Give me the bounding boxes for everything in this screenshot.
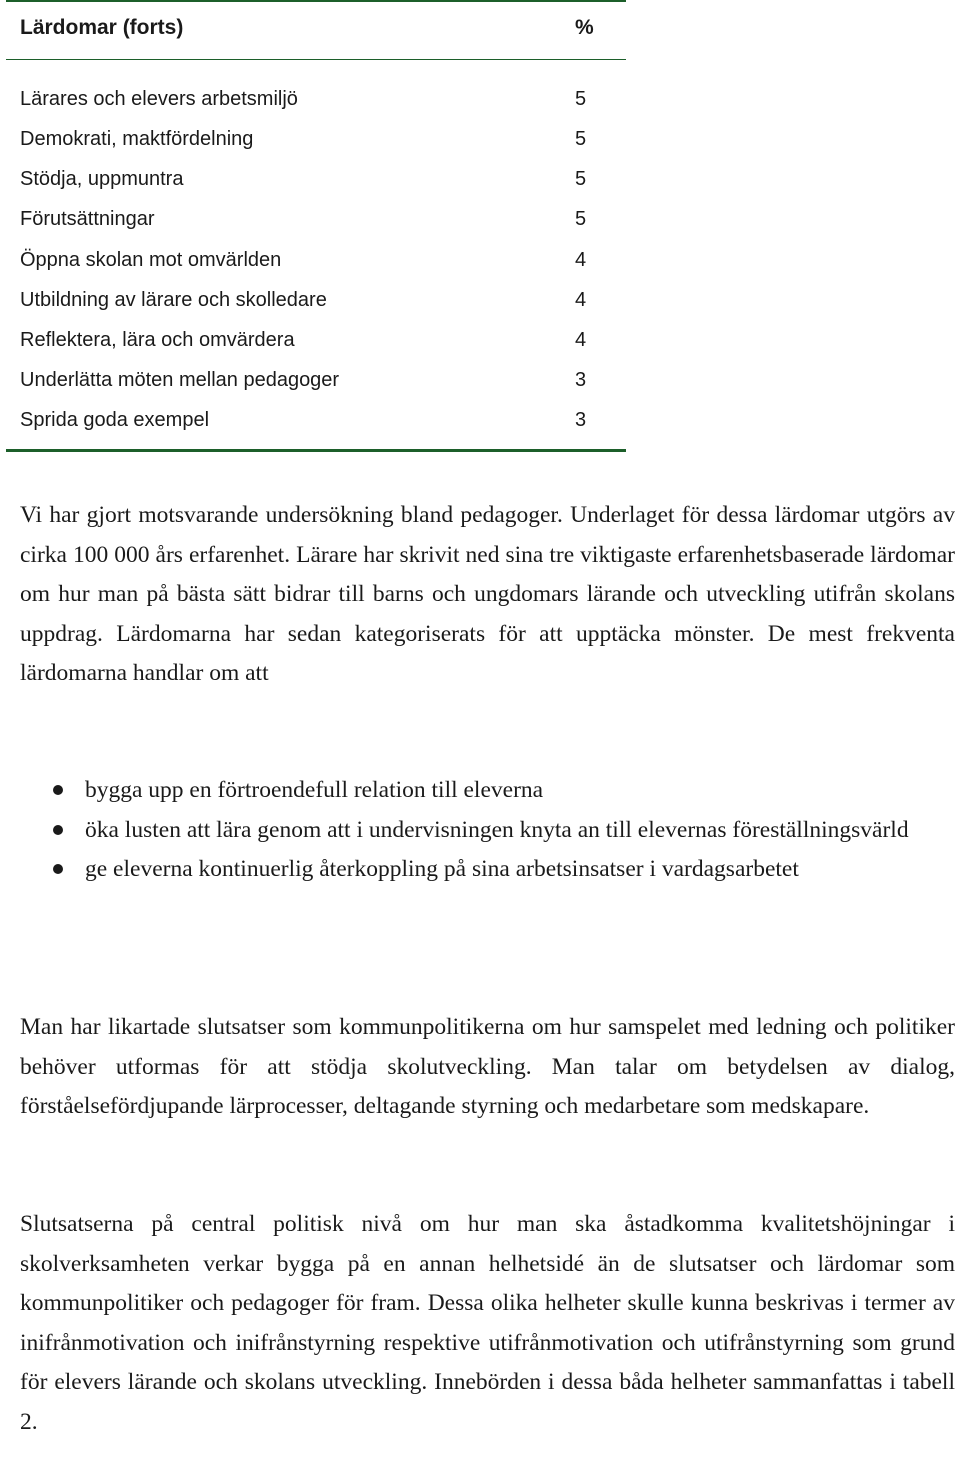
table-row (20, 249, 620, 289)
table-bottom-rule (6, 449, 626, 452)
table-row (20, 208, 620, 248)
list-item (20, 771, 955, 811)
row-percent: 5 (575, 168, 587, 190)
row-label: Reflektera, lära och omvärdera (20, 329, 295, 351)
row-label: Förutsättningar (20, 208, 155, 230)
row-label: Stödja, uppmuntra (20, 168, 184, 190)
row-percent: 3 (575, 409, 587, 431)
list-item-text: bygga upp en förtroendefull relation till eleverna (85, 777, 544, 803)
bullet-icon (53, 785, 63, 795)
row-percent: 3 (575, 369, 587, 391)
row-label: Demokrati, maktfördelning (20, 128, 254, 150)
list-item (20, 811, 955, 851)
paragraph-pedagogues-survey: Vi har gjort motsvarande undersökning bland pedagoger. Underlaget för dessa lärdomar utgörs av cirka 100 000 års erfarenhet. Lärare har skrivit ned sina tre viktigaste erfarenhetsbaserade lärdomar om hur man på bästa sätt bidrar till barns och ungdomars lärande och utveckling utifrån skolans uppdrag. Lärdomarna har sedan kategoriserats för att upptäcka mönster. De mest frekventa lärdomarna handlar om att (20, 502, 955, 686)
paragraph-similar-conclusions: Man har likartade slutsatser som kommunpolitikerna om hur samspelet med ledning och politiker behöver utformas för att stödja skolutveckling. Man talar om betydelsen av dialog, förståelsefördjupande lärprocesser, deltagande styrning och medarbetare som medskapare. (20, 1014, 955, 1119)
paragraph-central-politics: Slutsatserna på central politisk nivå om hur man ska åstadkomma kvalitetshöjningar i skolverksamheten verkar bygga på en annan helhetsidé än de slutsatser och lärdomar som kommunpolitiker och pedagoger för fram. Dessa olika helheter skulle kunna beskrivas i termer av inifrånmotivation och inifrånstyrning respektive utifrånmotivation och utifrånstyrning som grund för elevers lärande och skolans utveckling. Innebörden i dessa båda helheter sammanfattas i tabell 2. (20, 1211, 955, 1435)
row-percent: 5 (575, 208, 587, 230)
table-header-rule (6, 59, 626, 60)
row-percent: 5 (575, 88, 587, 110)
row-label: Öppna skolan mot omvärlden (20, 249, 282, 271)
table-row (20, 168, 620, 208)
table-header-percent: % (575, 16, 594, 39)
table-row (20, 289, 620, 329)
row-percent: 5 (575, 128, 587, 150)
row-label: Sprida goda exempel (20, 409, 210, 431)
row-label: Utbildning av lärare och skolledare (20, 289, 327, 311)
table-row (20, 369, 620, 409)
row-label: Underlätta möten mellan pedagoger (20, 369, 340, 391)
row-percent: 4 (575, 329, 587, 351)
table-row (20, 128, 620, 168)
table-row (20, 329, 620, 369)
list-item-text: öka lusten att lära genom att i undervisningen knyta an till elevernas föreställningsvärld (85, 816, 909, 843)
frequent-lessons-list (20, 771, 955, 890)
table-header-label: Lärdomar (forts) (20, 16, 184, 39)
list-item (20, 850, 955, 890)
row-percent: 4 (575, 289, 587, 311)
bullet-icon (53, 825, 63, 835)
row-percent: 4 (575, 249, 587, 271)
table-row (20, 409, 620, 449)
table-row (20, 88, 620, 128)
list-item-text: ge eleverna kontinuerlig återkoppling på sina arbetsinsatser i vardagsarbetet (85, 856, 799, 882)
bullet-icon (53, 864, 63, 874)
table-top-rule (6, 0, 626, 2)
row-label: Lärares och elevers arbetsmiljö (20, 88, 298, 110)
